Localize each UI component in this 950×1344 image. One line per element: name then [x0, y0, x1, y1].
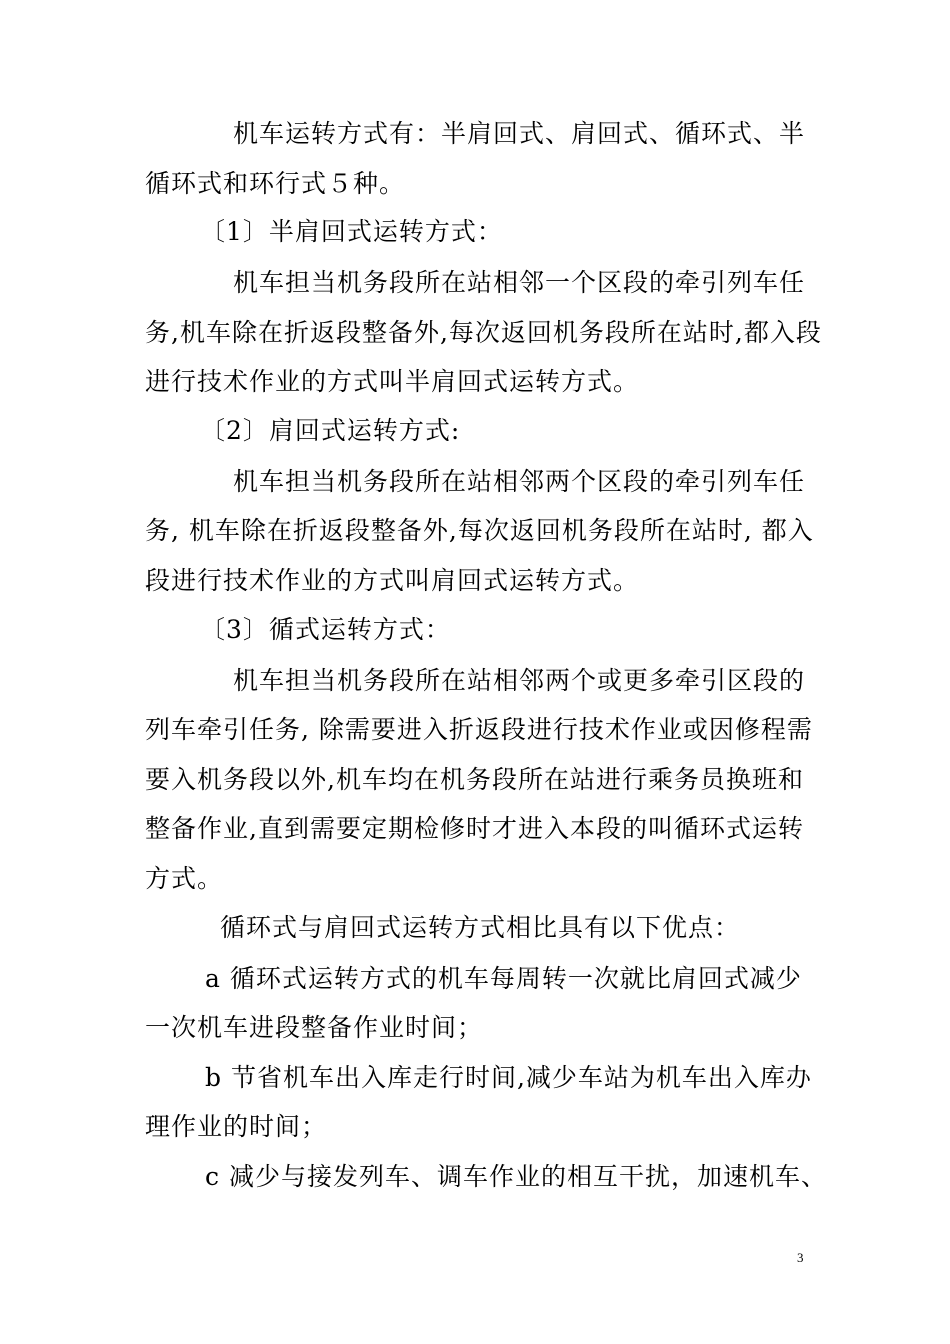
text-line: 机车担当机务段所在站相邻两个或更多牵引区段的 [233, 666, 806, 695]
text-line: 循环式和环行式５种。 [145, 169, 406, 198]
text-line: 务, 机车除在折返段整备外,每次返回机务段所在站时, 都入 [145, 516, 814, 545]
section-heading: 〔2〕肩回式运转方式: [200, 416, 461, 445]
text-line: 段进行技术作业的方式叫肩回式运转方式。 [145, 566, 640, 595]
text-line: 整备作业,直到需要定期检修时才进入本段的叫循环式运转 [145, 814, 804, 843]
list-item: a 循环式运转方式的机车每周转一次就比肩回式减少 [205, 964, 802, 993]
text-line: 方式。 [145, 864, 224, 893]
section-heading: 〔3〕循式运转方式： [200, 615, 451, 644]
text-line: 要入机务段以外,机车均在机务段所在站进行乘务员换班和 [145, 765, 804, 794]
text-line: 机车担当机务段所在站相邻两个区段的牵引列车任 [233, 467, 806, 496]
page-number: 3 [797, 1250, 804, 1265]
list-item: c 减少与接发列车、调车作业的相互干扰，加速机车、 [205, 1162, 827, 1191]
text-line: 一次机车进段整备作业时间； [145, 1013, 484, 1042]
text-line: 循环式与肩回式运转方式相比具有以下优点： [220, 913, 741, 942]
text-line: 机车运转方式有：半肩回式、肩回式、循环式、半 [233, 119, 806, 148]
text-line: 进行技术作业的方式叫半肩回式运转方式。 [145, 367, 640, 396]
list-item: b 节省机车出入库走行时间,减少车站为机车出入库办 [205, 1063, 812, 1092]
text-line: 务,机车除在折返段整备外,每次返回机务段所在站时,都入段 [145, 318, 822, 347]
text-line: 机车担当机务段所在站相邻一个区段的牵引列车任 [233, 268, 806, 297]
section-heading: 〔1〕半肩回式运转方式： [200, 217, 503, 246]
text-line: 理作业的时间； [145, 1112, 328, 1141]
text-line: 列车牵引任务, 除需要进入折返段进行技术作业或因修程需 [145, 715, 813, 744]
